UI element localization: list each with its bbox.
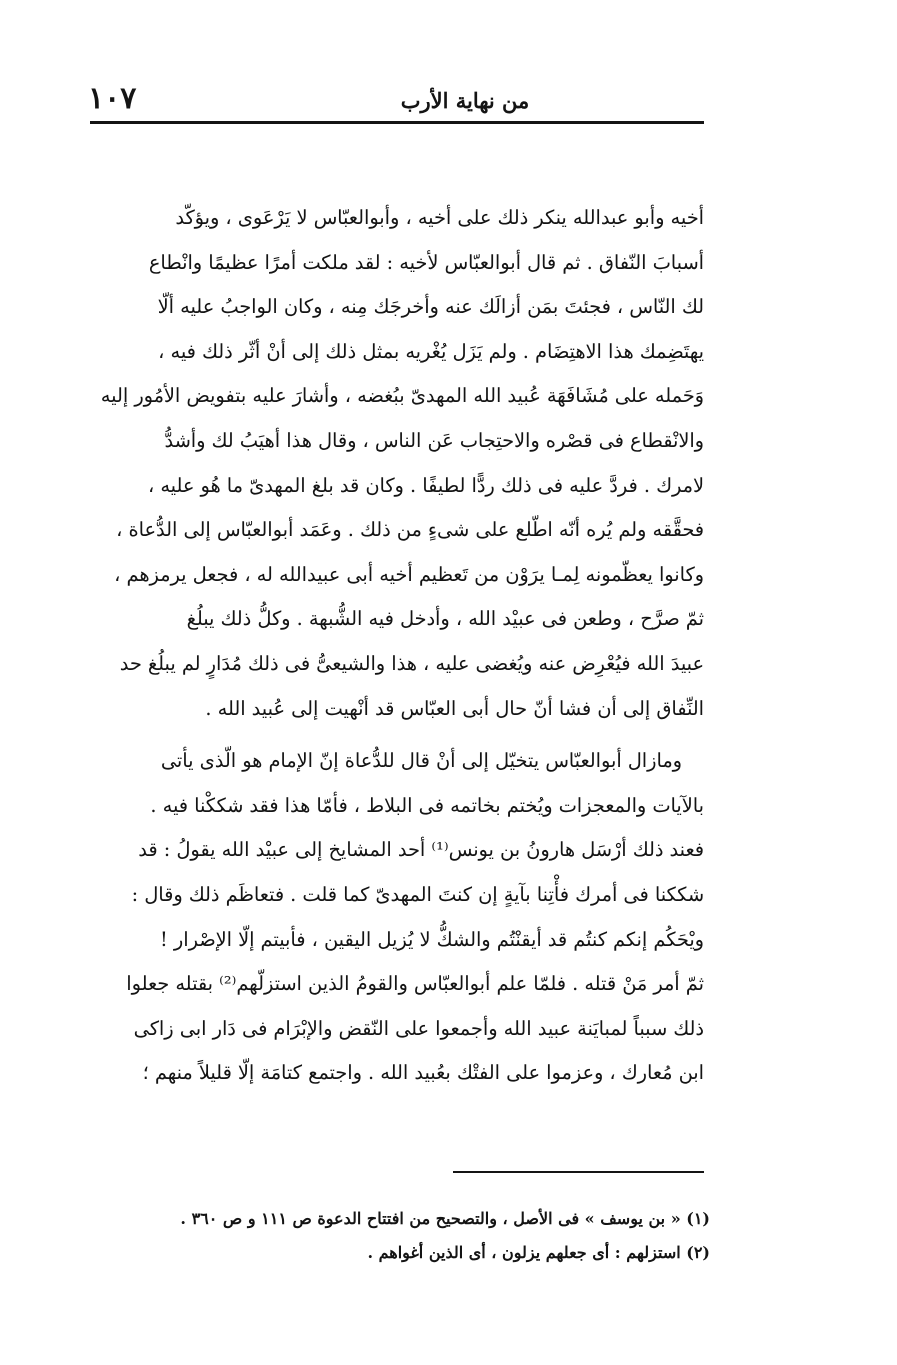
text-line: فحقَّقه ولم يُره أنّه اطّلع على شىءٍ من ذلك . وعَمَد أبوالعبّاس إلى الدُّعاة ، xyxy=(116,518,704,542)
text-line: شككنا فى أمرك فأْتِنا بآيةٍ إن كنتَ المهدىّ كما قلت . فتعاظَم ذلك وقال : xyxy=(131,882,704,906)
text-line: ثمّ صرَّح ، وطعن فى عبيْد الله ، وأدخل فيه الشُّبهة . وكلُّ ذلك يبلُغ xyxy=(186,607,704,631)
text-line: بالآيات والمعجزات ويُختم بخاتمه فى البلاط ، فأمّا هذا فقد شككْنا فيه . xyxy=(150,793,704,817)
text-line: والانْقطاع فى قصْره والاحتِجاب عَن الناس ، وقال هذا أهيَبُ لك وأشدُّ xyxy=(164,428,704,452)
body-text xyxy=(90,196,704,1096)
page-number: ١٠٧ xyxy=(88,81,137,116)
footnote-2: (٢) استزلهم : أى جعلهم يزلون ، أى الذين أغواهم . xyxy=(367,1243,710,1262)
text-line: ثمّ أمر مَنْ قتله . فلمّا علم أبوالعبّاس والقومُ الذين استزلّهم⁽²⁾ بقتله جعلوا xyxy=(126,972,704,996)
footnote-rule xyxy=(453,1171,704,1173)
text-line: النِّفاق إلى أن فشا أنّ حال أبى العبّاس قد أنْهيت إلى عُبيد الله . xyxy=(205,696,704,720)
text-line: لك النّاس ، فجئتَ بمَن أزالَك عنه وأخرجَك مِنه ، وكان الواجبُ عليه ألّا xyxy=(157,295,704,319)
footnote-1: (١) « بن يوسف » فى الأصل ، والتصحيح من افتتاح الدعوة ص ١١١ و ص ٣٦٠ . xyxy=(180,1209,710,1228)
running-header-title: من نهاية الأرب xyxy=(400,88,530,113)
text-line: عبيدَ الله فيُعْرِض عنه ويُغضى عليه ، هذا والشيعىُّ فى ذلك مُدَارٍ لم يبلُغ حد xyxy=(119,651,704,675)
text-line: أخيه وأبو عبدالله ينكر ذلك على أخيه ، وأبوالعبّاس لا يَرْعَوى ، ويؤكّد xyxy=(175,206,704,229)
paragraph-1 xyxy=(90,196,704,731)
footnotes xyxy=(150,1202,710,1270)
text-line: وَحَمله على مُشَافَهَة عُبيد الله المهدىّ ببُغضه ، وأشارَ عليه بتفويض الأمُور إليه xyxy=(100,384,704,408)
text-line: يهتَضِمك هذا الاهتِضَام . ولم يَزَل يُغْريه بمثل ذلك إلى أنْ أثّر ذلك فيه ، xyxy=(158,339,704,363)
text-line: ذلك سبباً لمبايَنة عبيد الله وأجمعوا على النّقض والإبْرَام فى دَار ابى زاكى xyxy=(133,1016,704,1040)
header-rule xyxy=(90,121,704,124)
text-line: لامرك . فردَّ عليه فى ذلك ردًّا لطيفًا . وكان قد بلغ المهدىّ ما هُو عليه ، xyxy=(147,473,704,497)
text-line: فعند ذلك أرْسَل هارونُ بن يونس⁽¹⁾ أحد المشايخ إلى عبيْد الله يقولُ : قد xyxy=(138,838,704,862)
text-line: ابن مُعارك ، وعزموا على الفتْك بعُبيد الله . واجتمع كتامَة إلّا قليلاً منهم ؛ xyxy=(142,1061,704,1085)
text-line: ومازال أبوالعبّاس يتخيّل إلى أنْ قال للدُّعاة إنّ الإمام هو الّذى يأتى xyxy=(160,749,682,773)
text-line: أسبابَ النّفاق . ثم قال أبوالعبّاس لأخيه : لقد ملكت أمرًا عظيمًا وانْطاع xyxy=(148,250,704,274)
paragraph-2 xyxy=(90,739,704,1096)
text-line: وكانوا يعظّمونه لِمـا يرَوْن من تَعظيم أخيه أبى عبيدالله له ، فجعل يرمزهم ، xyxy=(114,562,704,586)
text-line: ويْحَكُم إنكم كنتُم قد أيقنْتُم والشكُّ لا يُزيل اليقين ، فأبيتم إلّا الإصْرار ! xyxy=(160,927,704,951)
